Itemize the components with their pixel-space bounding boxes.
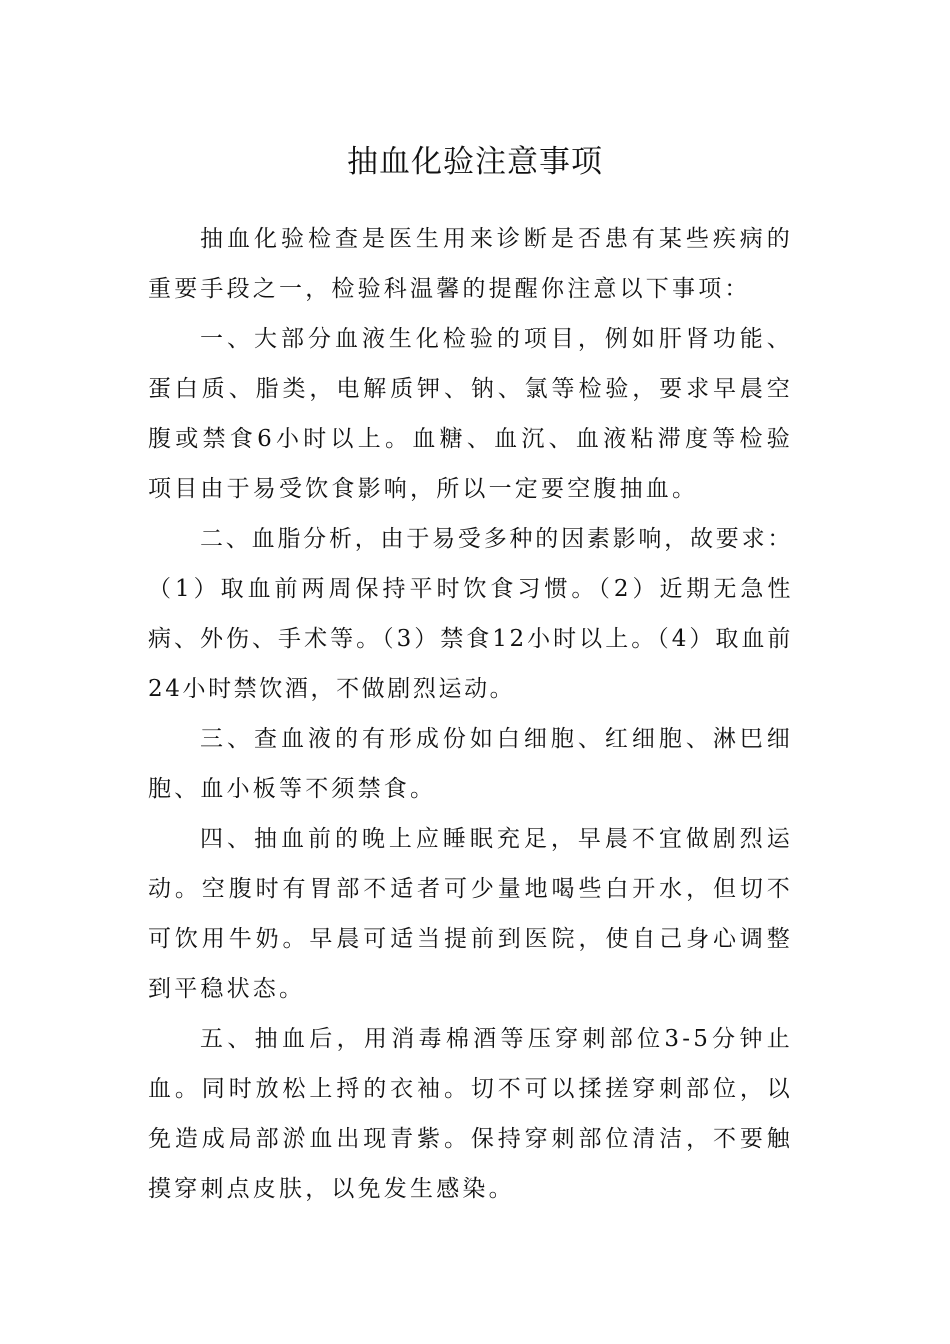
document-title: 抽血化验注意事项 [347,144,603,180]
document-body [148,214,793,1214]
item-2-paragraph: 二、血脂分析，由于易受多种的因素影响，故要求：（1）取血前两周保持平时饮食习惯。（2）近期无急性病、外伤、手术等。（3）禁食12小时以上。（4）取血前24小时禁饮酒，不做剧烈运动。 [148,526,793,702]
item-5-paragraph: 五、抽血后，用消毒棉酒等压穿刺部位3-5分钟止血。同时放松上捋的衣袖。切不可以揉搓穿刺部位，以免造成局部淤血出现青紫。保持穿刺部位清洁，不要触摸穿刺点皮肤，以免发生感染。 [148,1026,793,1202]
item-4-paragraph: 四、抽血前的晚上应睡眠充足，早晨不宜做剧烈运动。空腹时有胃部不适者可少量地喝些白开水，但切不可饮用牛奶。早晨可适当提前到医院，使自己身心调整到平稳状态。 [148,826,793,1002]
item-1-paragraph: 一、大部分血液生化检验的项目，例如肝肾功能、蛋白质、脂类，电解质钾、钠、氯等检验，要求早晨空腹或禁食6小时以上。血糖、血沉、血液粘滞度等检验项目由于易受饮食影响，所以一定要空腹抽血。 [148,326,793,502]
intro-paragraph: 抽血化验检查是医生用来诊断是否患有某些疾病的重要手段之一，检验科温馨的提醒你注意以下事项： [148,226,793,302]
item-3-paragraph: 三、查血液的有形成份如白细胞、红细胞、淋巴细胞、血小板等不须禁食。 [148,726,793,802]
